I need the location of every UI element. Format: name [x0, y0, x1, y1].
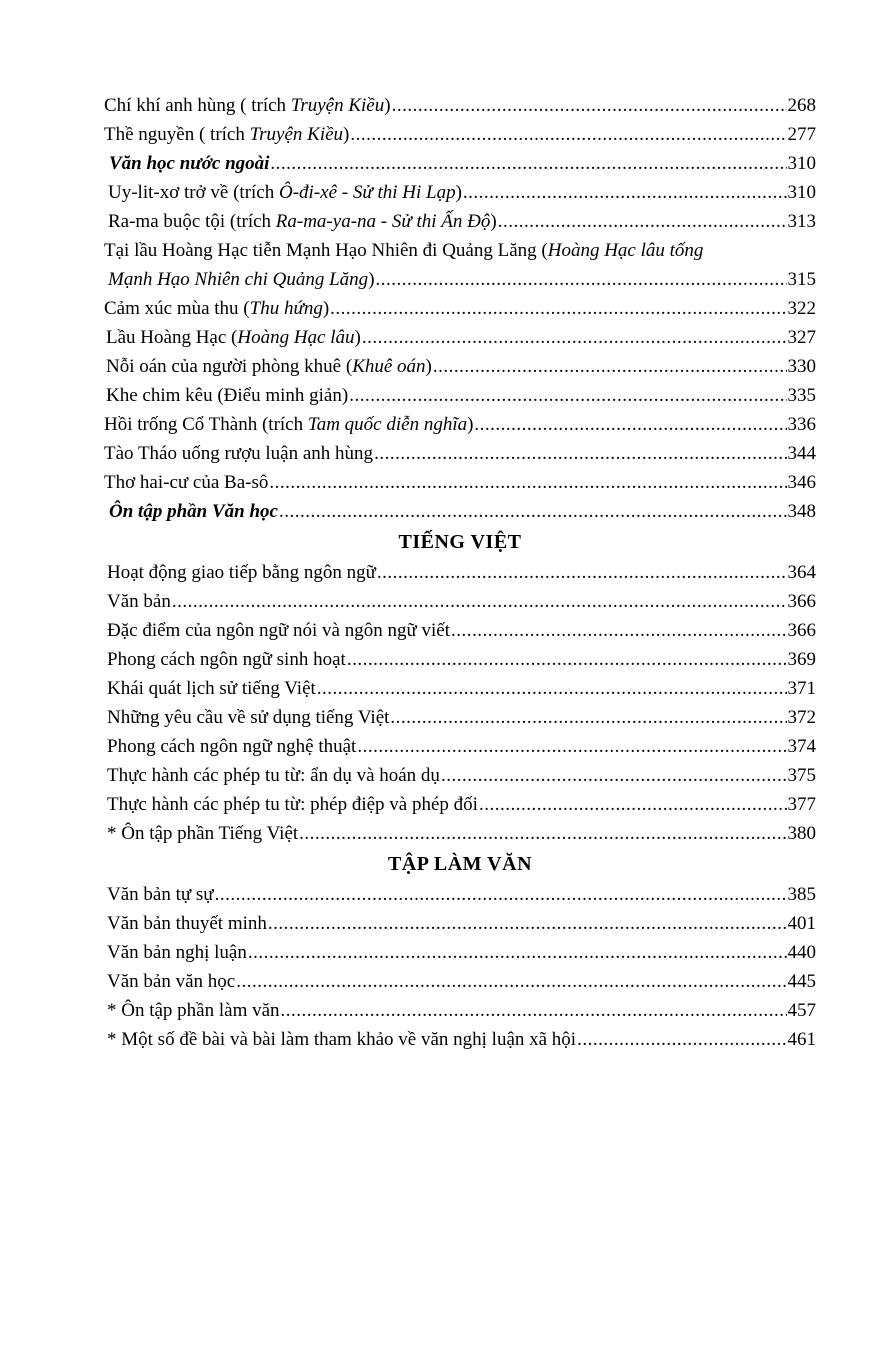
dot-leader: [463, 178, 787, 207]
toc-entry-title: Chí khí anh hùng ( trích Truyện Kiều): [104, 95, 391, 116]
toc-entry-page: 371: [787, 678, 816, 699]
toc-entry-page: 457: [787, 1000, 816, 1021]
dot-leader: [498, 207, 787, 236]
toc-entry-page: 364: [787, 562, 816, 583]
dot-leader: [376, 265, 787, 294]
toc-entry-title: Văn bản nghị luận: [107, 942, 247, 963]
dot-leader: [441, 761, 787, 790]
toc-entry: [104, 761, 816, 790]
toc-entry-page: 335: [787, 385, 816, 406]
toc-entry-page: 372: [787, 707, 816, 728]
table-of-contents: [104, 91, 816, 1054]
toc-entry: [104, 468, 816, 497]
toc-entry: [104, 149, 816, 178]
dot-leader: [317, 674, 787, 703]
toc-entry-title: Văn bản tự sự: [107, 884, 214, 905]
toc-entry-page: 344: [787, 443, 816, 464]
toc-entry-page: 445: [787, 971, 816, 992]
toc-entry: [104, 352, 816, 381]
toc-entry-title: * Một số đề bài và bài làm tham khảo về văn nghị luận xã hội: [107, 1029, 577, 1050]
toc-entry-page: 366: [787, 591, 816, 612]
toc-entry: [104, 645, 816, 674]
dot-leader: [357, 732, 786, 761]
dot-leader: [279, 497, 787, 526]
dot-leader: [281, 996, 787, 1025]
toc-entry-page: 322: [787, 298, 816, 319]
toc-entry-title: Khái quát lịch sử tiếng Việt: [107, 678, 316, 699]
dot-leader: [390, 703, 786, 732]
dot-leader: [270, 149, 786, 178]
toc-entry: [104, 178, 816, 207]
toc-entry-page: 401: [787, 913, 816, 934]
dot-leader: [392, 91, 787, 120]
toc-entry-page: 336: [787, 414, 816, 435]
toc-section-tieng-viet: [104, 558, 816, 848]
toc-entry-title: Lầu Hoàng Hạc (Hoàng Hạc lâu): [106, 327, 361, 348]
toc-entry-title: Văn bản: [107, 591, 171, 612]
toc-entry-page: 385: [787, 884, 816, 905]
toc-entry-page: 327: [787, 327, 816, 348]
dot-leader: [172, 587, 787, 616]
toc-entry-page: 369: [787, 649, 816, 670]
dot-leader: [479, 790, 787, 819]
toc-entry-title: Những yêu cầu về sử dụng tiếng Việt: [107, 707, 390, 728]
toc-entry-title: Hoạt động giao tiếp bằng ngôn ngữ: [107, 562, 376, 583]
toc-entry-title: Hồi trống Cổ Thành (trích Tam quốc diễn nghĩa): [104, 414, 474, 435]
toc-entry: [104, 294, 816, 323]
dot-leader: [451, 616, 787, 645]
toc-entry-page: 313: [787, 211, 816, 232]
dot-leader: [330, 294, 786, 323]
dot-leader: [474, 410, 786, 439]
toc-entry-page: 374: [787, 736, 816, 757]
section-heading-tap-lam-van: TẬP LÀM VĂN: [387, 853, 533, 875]
toc-entry-title: Thề nguyền ( trích Truyện Kiều): [104, 124, 350, 145]
dot-leader: [350, 120, 786, 149]
toc-entry: [104, 616, 816, 645]
dot-leader: [377, 558, 787, 587]
toc-entry-page: 346: [787, 472, 816, 493]
toc-entry-title: Văn bản thuyết minh: [107, 913, 267, 934]
toc-entry-page: 310: [787, 153, 816, 174]
dot-leader: [248, 938, 787, 967]
toc-entry: [104, 439, 816, 468]
toc-section-literature: [104, 91, 816, 236]
toc-section-literature-cont: [104, 294, 816, 526]
toc-entry-line-2: [104, 265, 816, 294]
toc-section-tap-lam-van: [104, 880, 816, 1054]
toc-entry: [104, 91, 816, 120]
dot-leader: [577, 1025, 786, 1054]
toc-entry-title: Thơ hai-cư của Ba-sô: [104, 472, 269, 493]
toc-entry-title: Văn bản văn học: [107, 971, 236, 992]
toc-entry-title: Đặc điểm của ngôn ngữ nói và ngôn ngữ viết: [107, 620, 450, 641]
toc-entry: [104, 1025, 816, 1054]
toc-entry-title: Ra-ma buộc tội (trích Ra-ma-ya-na - Sử thi Ấn Độ): [108, 211, 497, 232]
toc-entry-title: Phong cách ngôn ngữ sinh hoạt: [107, 649, 346, 670]
toc-entry-title: Khe chim kêu (Điểu minh giản): [106, 385, 349, 406]
toc-entry: [104, 790, 816, 819]
toc-entry-title: Mạnh Hạo Nhiên chi Quảng Lăng): [108, 269, 375, 290]
toc-entry-page: 380: [787, 823, 816, 844]
toc-entry-page: 277: [787, 124, 816, 145]
toc-entry-page: 330: [787, 356, 816, 377]
toc-entry-title: Nỗi oán của người phòng khuê (Khuê oán): [106, 356, 432, 377]
toc-entry-title: * Ôn tập phần làm văn: [107, 1000, 280, 1021]
toc-entry-page: 366: [787, 620, 816, 641]
dot-leader: [374, 439, 786, 468]
toc-entry-page: 375: [787, 765, 816, 786]
toc-entry: [104, 732, 816, 761]
toc-entry-title: Tào Tháo uống rượu luận anh hùng: [104, 443, 374, 464]
toc-entry-line-1: Tại lầu Hoàng Hạc tiễn Mạnh Hạo Nhiên đi Quảng Lăng (Hoàng Hạc lâu tống: [104, 240, 704, 261]
toc-entry: [104, 938, 816, 967]
toc-entry-multiline: [104, 236, 816, 294]
toc-entry: [104, 381, 816, 410]
toc-entry: [104, 819, 816, 848]
toc-entry-page: 348: [787, 501, 816, 522]
dot-leader: [347, 645, 787, 674]
dot-leader: [269, 468, 786, 497]
toc-entry-title: Ôn tập phần Văn học: [109, 501, 278, 522]
toc-entry-title: Thực hành các phép tu từ: phép điệp và phép đối: [107, 794, 478, 815]
dot-leader: [299, 819, 786, 848]
toc-entry-page: 310: [787, 182, 816, 203]
toc-entry: [104, 880, 816, 909]
toc-entry-title: Uy-lit-xơ trở về (trích Ô-đi-xê - Sử thi Hi Lạp): [108, 182, 462, 203]
toc-entry-page: 461: [787, 1029, 816, 1050]
dot-leader: [349, 381, 786, 410]
dot-leader: [268, 909, 787, 938]
toc-entry: [104, 120, 816, 149]
dot-leader: [236, 967, 786, 996]
toc-entry: [104, 996, 816, 1025]
dot-leader: [215, 880, 787, 909]
dot-leader: [433, 352, 787, 381]
toc-entry-title: Cảm xúc mùa thu (Thu hứng): [104, 298, 330, 319]
toc-entry-title: Thực hành các phép tu từ: ẩn dụ và hoán dụ: [107, 765, 440, 786]
toc-entry: [104, 967, 816, 996]
toc-entry: [104, 207, 816, 236]
section-heading-tieng-viet: TIẾNG VIỆT: [398, 531, 522, 553]
toc-entry: [104, 410, 816, 439]
toc-entry-title: Văn học nước ngoài: [109, 153, 270, 174]
toc-entry-title: Phong cách ngôn ngữ nghệ thuật: [107, 736, 357, 757]
toc-entry-page: 377: [787, 794, 816, 815]
toc-entry: [104, 587, 816, 616]
toc-entry-title: * Ôn tập phần Tiếng Việt: [107, 823, 299, 844]
toc-entry-page: 268: [787, 95, 816, 116]
toc-entry: [104, 674, 816, 703]
dot-leader: [362, 323, 787, 352]
toc-entry-page: 440: [787, 942, 816, 963]
toc-entry: [104, 558, 816, 587]
toc-entry: [104, 703, 816, 732]
toc-entry: [104, 323, 816, 352]
toc-entry: [104, 909, 816, 938]
toc-entry: [104, 497, 816, 526]
toc-entry-page: 315: [787, 269, 816, 290]
